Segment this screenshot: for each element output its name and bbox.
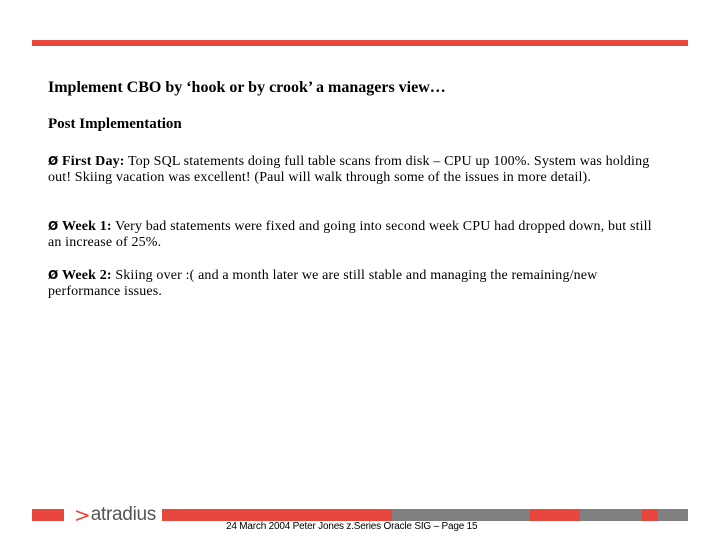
footer-bar-segment	[530, 509, 580, 521]
footer-caption: 24 March 2004 Peter Jones z.Series Oracle SIG – Page 15	[226, 521, 478, 532]
atradius-logo	[70, 500, 160, 530]
arrow-bullet-icon: Ø	[48, 219, 59, 233]
footer-bar-segment	[162, 509, 392, 521]
arrow-bullet-icon: Ø	[48, 268, 59, 282]
bullet-label: First Day:	[62, 154, 125, 169]
footer-bar-segment	[580, 509, 642, 521]
bullet-text: Skiing over :( and a month later we are still stable and managing the remaining/new performance issues.	[48, 268, 598, 299]
bullet-label: Week 2:	[62, 268, 112, 283]
footer-bar-segment	[392, 509, 530, 521]
section-heading: Post Implementation	[48, 116, 182, 132]
footer-bar-segment	[642, 509, 658, 521]
bullet-text: Very bad statements were fixed and going into second week CPU had dropped down, but still an increase of 25%.	[48, 219, 652, 250]
footer-bar-segment	[658, 509, 688, 521]
arrow-bullet-icon: Ø	[48, 154, 59, 168]
bullet-text: Top SQL statements doing full table scans from disk – CPU up 100%. System was holding out! Skiing vacation was excellent! (Paul will walk through some of the issues in more detail).	[48, 154, 650, 185]
bullet-item-week-2	[48, 267, 658, 300]
slide-title: Implement CBO by ‘hook or by crook’ a managers view…	[48, 79, 446, 96]
bullet-item-week-1	[48, 218, 658, 251]
footer-bar-segment	[32, 509, 64, 521]
top-accent-bar	[32, 40, 688, 46]
logo-wordmark: atradius	[90, 504, 156, 525]
bullet-item-first-day	[48, 153, 658, 186]
logo-chevron-icon: >	[74, 503, 88, 527]
bullet-label: Week 1:	[62, 219, 112, 234]
